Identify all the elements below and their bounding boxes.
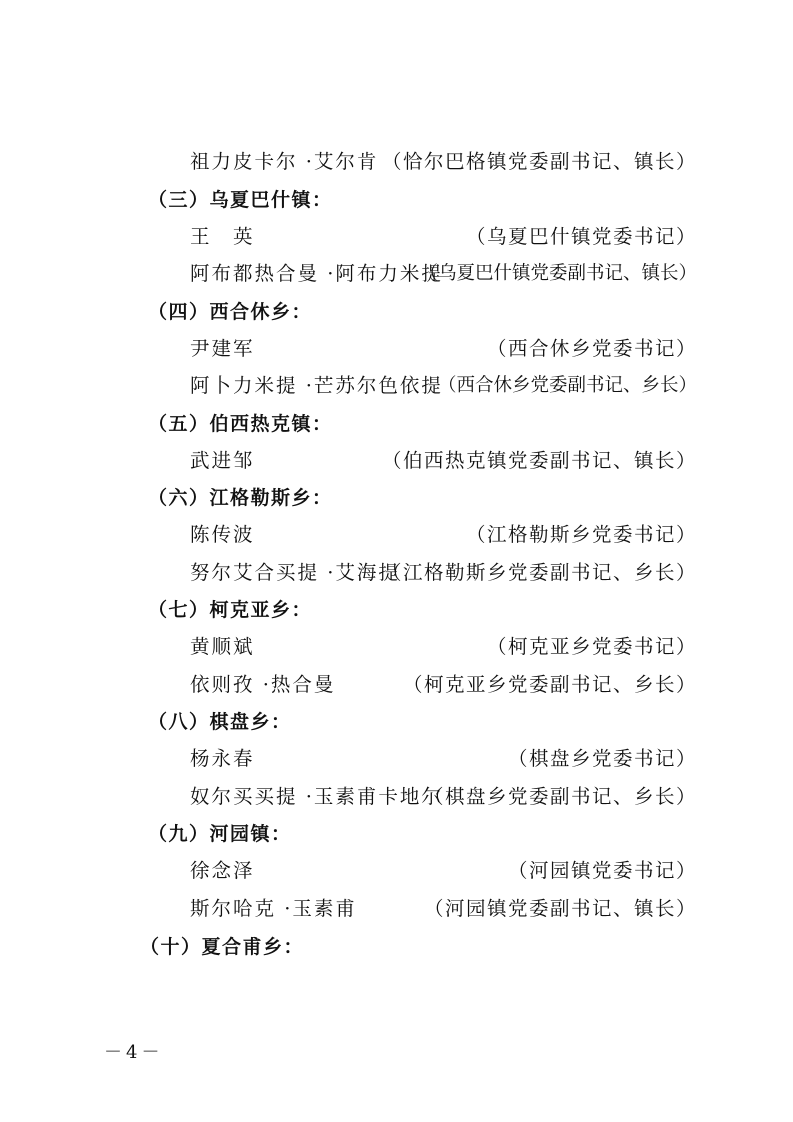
- person-name: 徐念泽: [190, 859, 255, 882]
- person-title: （乌夏巴什镇党委副书记、镇长）: [419, 263, 697, 284]
- section-heading: （八）棋盘乡：: [148, 711, 292, 733]
- person-name: 祖力皮卡尔 ·艾尔肯: [190, 150, 379, 173]
- page-number: －4－: [104, 1042, 164, 1063]
- person-title: （江格勒斯乡党委书记）: [465, 523, 697, 546]
- section-heading: （七）柯克亚乡：: [148, 599, 313, 621]
- person-title: （棋盘乡党委书记）: [507, 747, 697, 770]
- person-row: [190, 780, 697, 814]
- person-row: [190, 668, 697, 702]
- section-heading: （五）伯西热克镇：: [148, 413, 333, 435]
- person-row: [190, 257, 697, 291]
- person-title: （江格勒斯乡党委副书记、乡长）: [381, 561, 697, 584]
- person-name: 杨永春: [190, 747, 255, 770]
- person-name: 依则孜 ·热合曼: [190, 673, 336, 696]
- person-name: 武进邹: [190, 449, 255, 472]
- person-name: 阿布都热合曼 ·阿布力米提: [190, 262, 443, 285]
- section-heading: （四）西合休乡：: [148, 301, 313, 323]
- person-title: （柯克亚乡党委书记）: [486, 635, 697, 658]
- person-title: （恰尔巴格镇党委副书记、镇长）: [381, 150, 697, 173]
- person-row: [190, 369, 697, 403]
- person-title: （河园镇党委书记）: [507, 859, 697, 882]
- person-name: 斯尔哈克 ·玉素甫: [190, 897, 357, 920]
- person-row: [190, 556, 697, 590]
- person-title: （乌夏巴什镇党委书记）: [465, 225, 697, 248]
- section-heading: （九）河园镇：: [148, 823, 292, 845]
- person-row: [190, 145, 697, 179]
- person-name: 努尔艾合买提 ·艾海提: [190, 561, 400, 584]
- person-title: （棋盘乡党委副书记、乡长）: [423, 785, 697, 808]
- person-row: [190, 332, 697, 366]
- person-row: [190, 444, 697, 478]
- person-name: 尹建军: [190, 337, 255, 360]
- person-row: [190, 742, 697, 776]
- person-row: [190, 518, 697, 552]
- section-heading: （六）江格勒斯乡：: [148, 487, 333, 509]
- person-title: （伯西热克镇党委副书记、镇长）: [381, 449, 697, 472]
- section-heading: （十）夏合甫乡：: [140, 936, 305, 958]
- person-row: [190, 220, 697, 254]
- person-row: [190, 854, 697, 888]
- person-row: [190, 892, 697, 926]
- person-row: [190, 630, 697, 664]
- person-title: （西合休乡党委书记）: [486, 337, 697, 360]
- person-name: 奴尔买买提 ·玉素甫卡地尔: [190, 785, 443, 808]
- person-title: （柯克亚乡党委副书记、乡长）: [402, 673, 697, 696]
- person-name: 阿卜力米提 ·芒苏尔色依提: [190, 374, 443, 397]
- person-name: 黄顺斌: [190, 635, 255, 658]
- section-heading: （三）乌夏巴什镇：: [148, 189, 333, 211]
- person-name: 陈传波: [190, 523, 255, 546]
- person-title: （西合休乡党委副书记、乡长）: [437, 375, 697, 396]
- person-title: （河园镇党委副书记、镇长）: [423, 897, 697, 920]
- person-name: 王 英: [190, 225, 255, 248]
